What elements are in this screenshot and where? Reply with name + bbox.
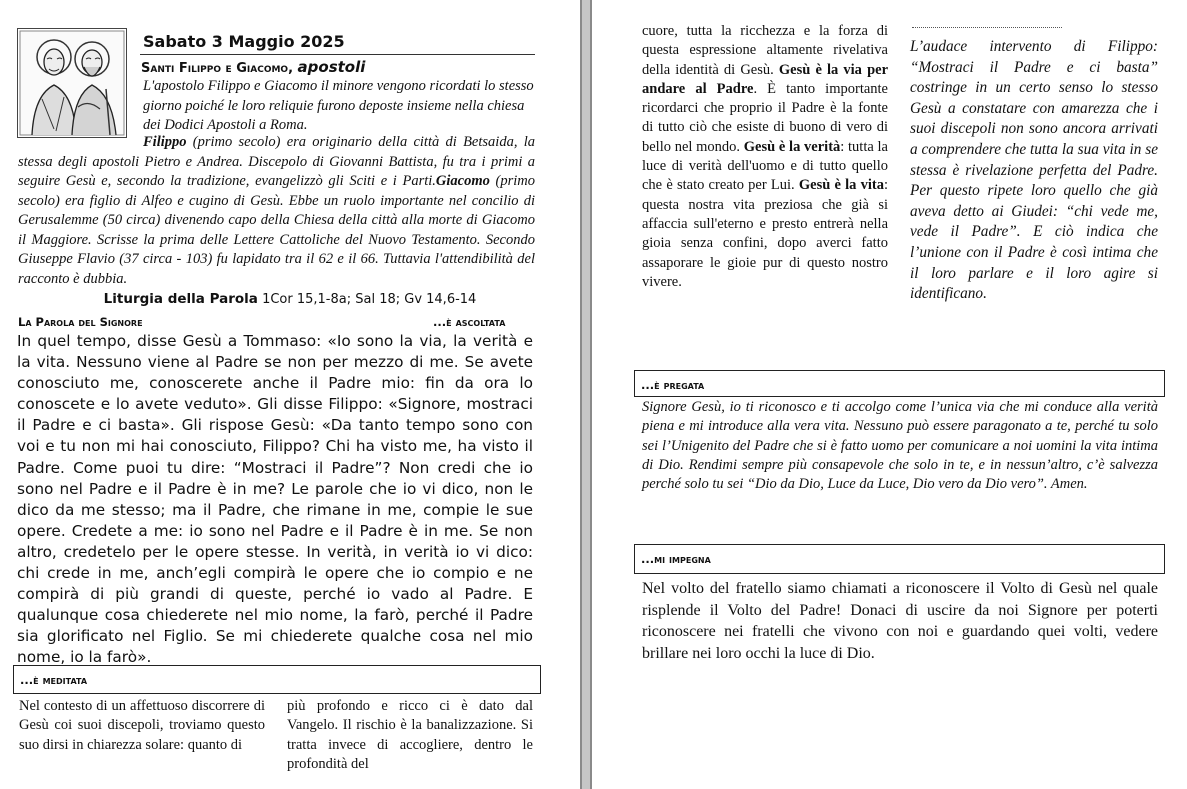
meditata-column-4: L’audace intervento di Filippo: “Mostraci il Padre e ci basta” costringe in un certo senso lo stesso Gesù a constatare con amarezza che i suoi discepoli non sono ancora arrivati a comprendere che tutta la sua vita in se stessa è rivelazione perfetta del Padre. Per questo ripete loro quello che già aveva detto ai Giudei: “chi vede me, vede il Padre”. E ciò indica che l’unione con il Padre è così intima che il loro parlare e il loro agire si identificano. [910, 38, 1158, 303]
right-page [592, 0, 1187, 789]
saints-heading [141, 58, 365, 76]
saints-bio [18, 133, 535, 289]
meditata-column-1: Nel contesto di un affettuoso discorrere di Gesù coi suoi discepoli, troviamo questo suo dirsi in chiarezza solare: quanto di [19, 698, 265, 753]
meditata-col3-a: cuore, tutta la ricchezza e la forza di questa espressione altamente rivelativa della identità di Gesù. [642, 23, 888, 78]
meditata-column-3 [642, 22, 888, 292]
meditata-col3-c: . È tanto importante ricordarci che proprio il Padre è la fonte di tutto ciò che esiste di buono di vero di bello nel mondo. [642, 80, 888, 155]
saints-icon-image [17, 28, 127, 138]
meditata-header: ...è meditata [13, 665, 541, 694]
date-title: Sabato 3 Maggio 2025 [143, 32, 345, 51]
bio-name-giacomo: Giacomo [435, 173, 490, 189]
page-divider [580, 0, 592, 789]
meditata-col3-verita: Gesù è la verità [743, 138, 841, 155]
prayer-text: Signore Gesù, io ti riconosco e ti accolgo come l’unica via che mi conduce alla verità piena e mi introduce alla vera vita. Nessuno può essere paragonato a te, perché tu solo sei l’Unigenito del Padre che si è fatto uomo per comunicare a noi uomini la vita intima di Dio. Rendimi sempre più consapevole che solo in te, e in nessun’altro, c’è salvezza perché solo tu sei “Dio da Dio, Luce da Luce, Dio vero da Dio vero”. Amen. [642, 399, 1158, 493]
impegna-text: Nel volto del fratello siamo chiamati a riconoscere il Volto di Gesù nel quale risplende il Volto del Padre! Donaci di uscire da noi Signore per poterti riconoscere nei fratelli che vivono con noi e guardando quei volti, vedere brillare nei loro occhi la luce di Dio. [642, 580, 1158, 662]
liturgy-refs: 1Cor 15,1-8a; Sal 18; Gv 14,6-14 [262, 292, 477, 307]
column-rule [912, 27, 1062, 28]
impegna-header: ...mi impegna [634, 544, 1165, 574]
bio-text-filippo: (primo secolo) era originario della città di Betsaida, la stessa degli apostoli Pietro e Andrea. Discepolo di Giovanni Battista, fu tra i primi a seguire Gesù e, secondo la tradizione, evangelizzò gli Sciti e i Parti. [18, 134, 535, 189]
meditata-col3-e: : questa nostra vita preziosa che già si affaccia sull'eterno e presto entrerà nella gioia senza confini, dopo averci fatto assaporare le gioie pur di questo nostro vivere. [642, 177, 888, 290]
saints-title: apostoli [297, 58, 366, 76]
saints-drawing [18, 29, 126, 137]
left-page [0, 0, 580, 789]
liturgy-title: Liturgia della Parola [103, 291, 258, 307]
saints-intro: L'apostolo Filippo e Giacomo il minore vengono ricordati lo stesso giorno poiché le loro reliquie furono deposte insieme nella chiesa dei Dodici Apostoli a Roma. [143, 78, 534, 133]
meditata-col3-vita: Gesù è la vita [798, 177, 884, 194]
bio-text-giacomo: (primo secolo) era figlio di Alfeo e cugino di Gesù. Ebbe un ruolo importante nel concilio di Gerusalemme (50 circa) divenendo capo della Chiesa della città alla morte di Giacomo il Maggiore. Scrisse la prima delle Lettere Cattoliche del Nuovo Testamento. Secondo Giuseppe Flavio (37 circa - 103) fu lapidato tra il 62 e il 66. Tuttavia l'attendibilità del racconto è dubbia. [18, 173, 535, 287]
ascoltata-label: ...è ascoltata [433, 315, 506, 329]
bio-name-filippo: Filippo [143, 134, 187, 150]
meditata-col3-d: : tutta la luce di verità dell'uomo e di tutto quello che è stato creato per Lui. [642, 138, 888, 194]
header-rule [140, 54, 535, 55]
saints-names: Santi Filippo e Giacomo, [141, 61, 294, 76]
meditata-col3-via: Gesù è la via per andare al Padre [642, 61, 888, 97]
meditata-column-2: più profondo e ricco ci è dato dal Vangelo. Il rischio è la banalizzazione. Si tratta invece di accogliere, dentro le profondità del [287, 698, 533, 772]
pregata-header: ...è pregata [634, 370, 1165, 397]
gospel-text: In quel tempo, disse Gesù a Tommaso: «Io sono la via, la verità e la vita. Nessuno viene al Padre se non per mezzo di me. Se avete conosciuto me, conoscerete anche il Padre mio: fin da ora lo conoscete e lo avete veduto». Gli disse Filippo: «Signore, mostraci il Padre e ci basta». Gli rispose Gesù: «Da tanto tempo sono con voi e tu non mi hai conosciuto, Filippo? Chi ha visto me, ha visto il Padre. Come puoi tu dire: “Mostraci il Padre”? Non credi che io sono nel Padre e il Padre è in me? Le parole che io vi dico, non le dico da me stesso; ma il Padre, che rimane in me, compie le sue opere. Credete a me: io sono nel Padre e il Padre è in me. Se non altro, credetelo per le opere stesse. In verità, in verità io vi dico: chi crede in me, anch’egli compirà le opere che io compio e ne compirà di più grandi di queste, perché io vado al Padre. E qualunque cosa chiederete nel mio nome, la farò, perché il Padre sia glorificato nel Figlio. Se mi chiederete qualche cosa nel mio nome, io la farò». [17, 332, 533, 667]
liturgy-line [0, 291, 580, 307]
parola-label: La Parola del Signore [18, 315, 143, 329]
